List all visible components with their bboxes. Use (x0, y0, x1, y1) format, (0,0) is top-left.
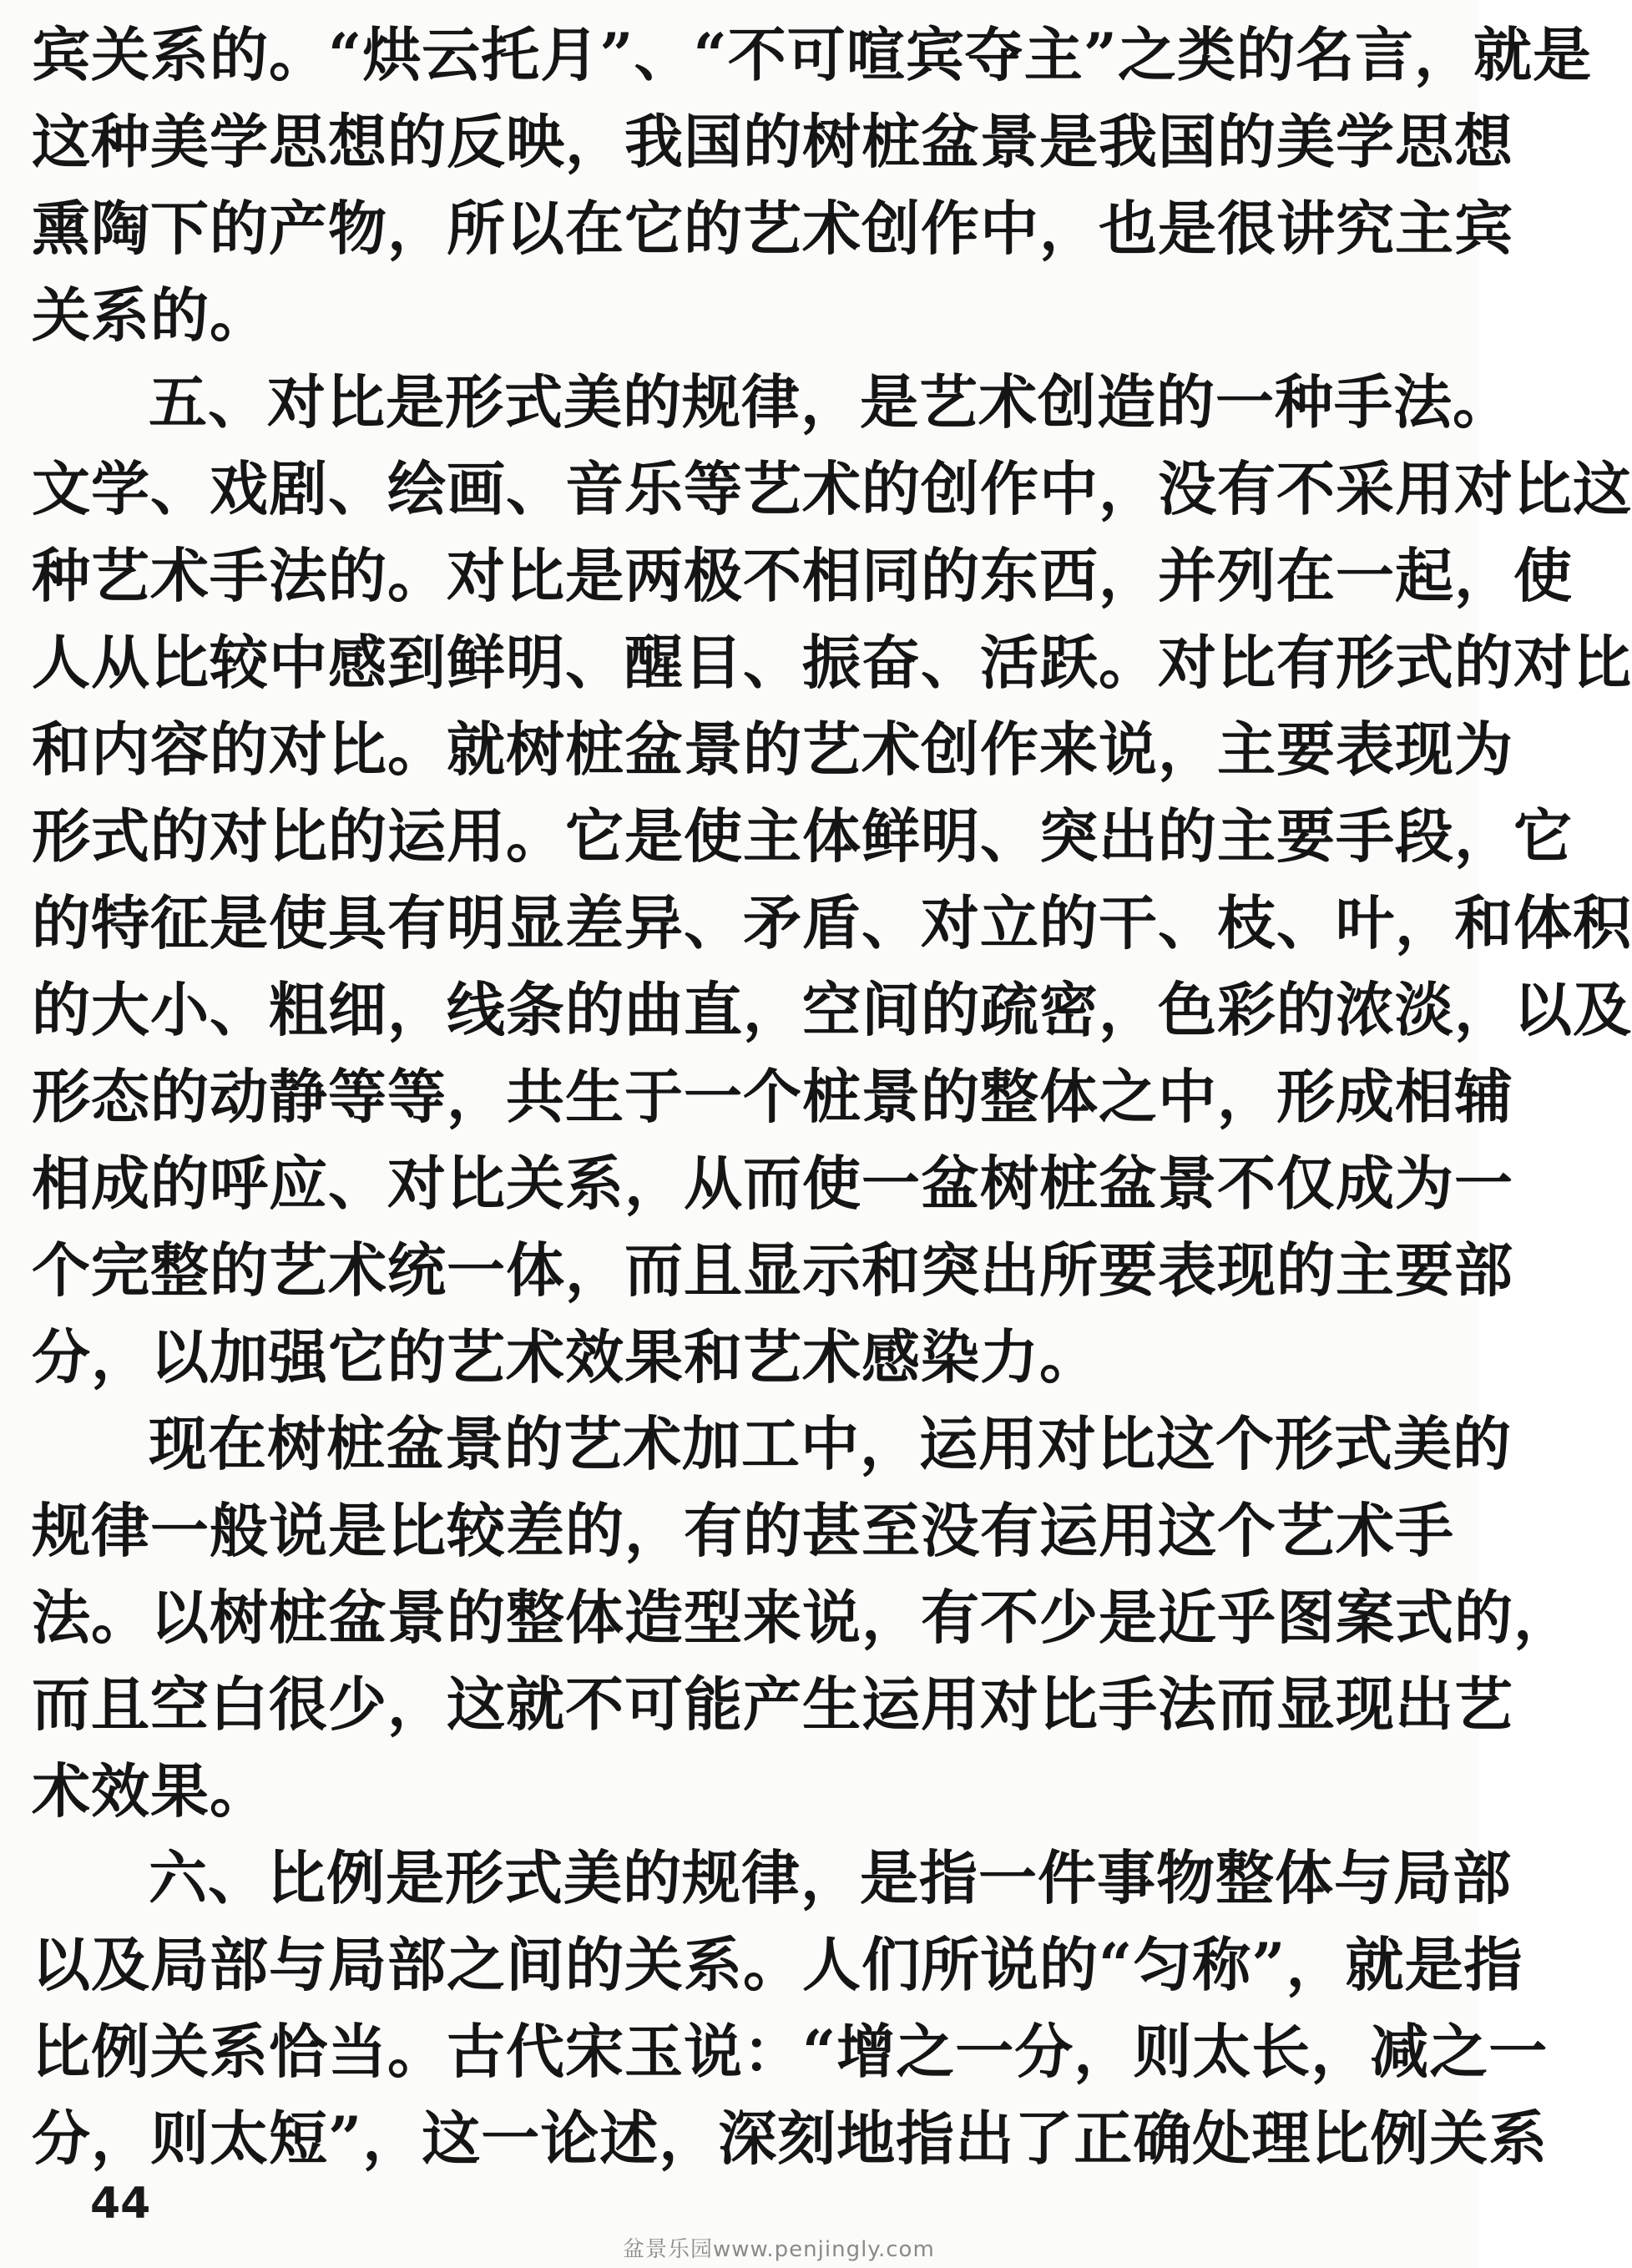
text-line: 关系的。 (32, 280, 269, 350)
body-text (32, 12, 1632, 2182)
text-line: 而且空白很少，这就不可能产生运用对比手法而显现出艺 (32, 1669, 1513, 1739)
text-line: 的大小、粗细，线条的曲直，空间的疏密，色彩的浓淡，以及 (32, 975, 1632, 1044)
text-line: 熏陶下的产物，所以在它的艺术创作中，也是很讲究主宾 (32, 194, 1513, 263)
text-line: 形态的动静等等，共生于一个桩景的整体之中，形成相辅 (32, 1062, 1513, 1131)
text-line: 分，以加强它的艺术效果和艺术感染力。 (32, 1322, 1099, 1392)
text-line: 和内容的对比。就树桩盆景的艺术创作来说，主要表现为 (32, 715, 1513, 784)
text-line: 文学、戏剧、绘画、音乐等艺术的创作中，没有不采用对比这 (32, 454, 1632, 523)
text-line: 比例关系恰当。古代宋玉说：“增之一分，则太长，减之一 (32, 2017, 1549, 2086)
watermark-text: 盆景乐园www.penjingly.com (623, 2237, 935, 2262)
text-line: 术效果。 (32, 1756, 269, 1826)
paragraph-start-line: 现在树桩盆景的艺术加工中，运用对比这个形式美的 (149, 1409, 1512, 1478)
page-number: 44 (90, 2179, 151, 2229)
text-line: 规律一般说是比较差的，有的甚至没有运用这个艺术手 (32, 1496, 1454, 1565)
text-line: 相成的呼应、对比关系，从而使一盆树桩盆景不仅成为一 (32, 1149, 1513, 1218)
text-line: 人从比较中感到鲜明、醒目、振奋、活跃。对比有形式的对比 (32, 628, 1632, 697)
text-line: 个完整的艺术统一体，而且显示和突出所要表现的主要部 (32, 1235, 1513, 1305)
text-line: 种艺术手法的。对比是两极不相同的东西，并列在一起，使 (32, 541, 1573, 610)
text-line: 宾关系的。“烘云托月”、“不可喧宾夺主”之类的名言，就是 (32, 20, 1593, 89)
section-heading-line: 六、比例是形式美的规律，是指一件事物整体与局部 (149, 1843, 1512, 1912)
text-line: 的特征是使具有明显差异、矛盾、对立的干、枝、叶，和体积 (32, 888, 1632, 957)
text-line: 分，则太短”，这一论述，深刻地指出了正确处理比例关系 (32, 2104, 1549, 2173)
text-line: 法。以树桩盆景的整体造型来说，有不少是近乎图案式的， (32, 1583, 1573, 1652)
text-line: 形式的对比的运用。它是使主体鲜明、突出的主要手段，它 (32, 801, 1573, 871)
section-heading-line: 五、对比是形式美的规律，是艺术创造的一种手法。 (149, 367, 1512, 437)
text-line: 以及局部与局部之间的关系。人们所说的“匀称”，就是指 (32, 1930, 1523, 1999)
text-line: 这种美学思想的反映，我国的树桩盆景是我国的美学思想 (32, 107, 1513, 176)
